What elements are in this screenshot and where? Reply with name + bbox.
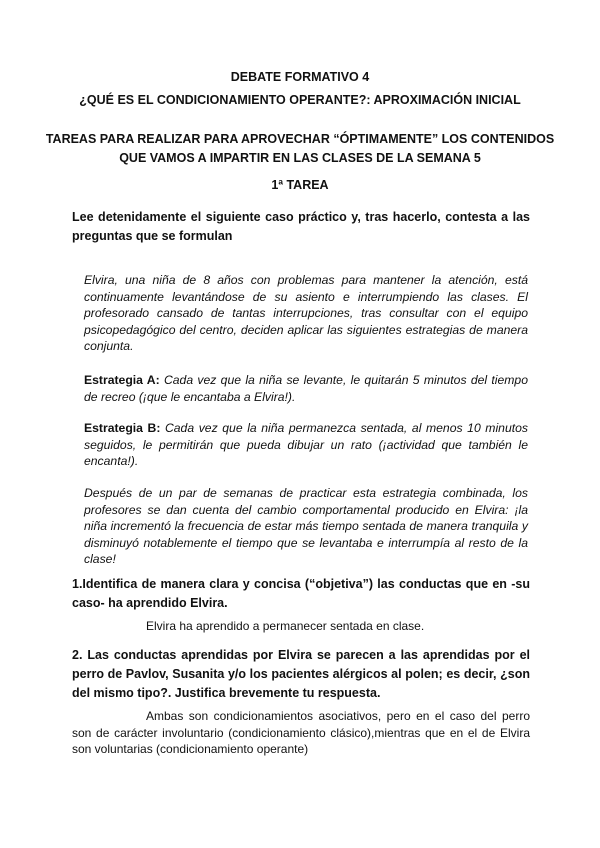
case-paragraph-4: Después de un par de semanas de practicar esta estrategia combinada, los profesores se dan cuenta del cambio comportamental producido en Elvira: ¡la niña incrementó la frecuencia de estar más tiempo sentada de manera tranquila y disminuyó notablemente el tiempo que se levantaba e interrumpía al resto de la clase! xyxy=(84,486,528,566)
task-label: 1ª TAREA xyxy=(271,178,329,192)
strategy-b-label: Estrategia B: xyxy=(84,421,161,435)
document-title: DEBATE FORMATIVO 4 xyxy=(230,70,370,84)
strategy-b xyxy=(84,420,528,470)
strategy-b-text: Cada vez que la niña permanezca sentada, al menos 10 minutos seguidos, le permitirán que pueda dibujar un rato (¡actividad que también le encanta!). xyxy=(84,421,528,468)
strategy-a xyxy=(84,372,528,405)
tasks-heading: TAREAS PARA REALIZAR PARA APROVECHAR “ÓPTIMAMENTE” LOS CONTENIDOS QUE VAMOS A IMPARTIR EN LAS CLASES DE LA SEMANA 5 xyxy=(45,132,555,165)
case-paragraph-1: Elvira, una niña de 8 años con problemas para mantener la atención, está continuamente levantándose de su asiento e interrumpiendo las clases. El profesorado cansado de tantas interrupciones, tras consultar con el equipo psicopedagógico del centro, deciden aplicar las siguientes estrategias de manera conjunta. xyxy=(84,273,528,353)
strategy-a-text: Cada vez que la niña se levante, le quitarán 5 minutos del tiempo de recreo (¡que le encantaba a Elvira!). xyxy=(84,373,528,404)
document-subtitle: ¿QUÉ ES EL CONDICIONAMIENTO OPERANTE?: APROXIMACIÓN INICIAL xyxy=(79,93,521,107)
instructions: Lee detenidamente el siguiente caso práctico y, tras hacerlo, contesta a las preguntas que se formulan xyxy=(72,210,530,243)
answer-2: Ambas son condicionamientos asociativos, pero en el caso del perro son de carácter involuntario (condicionamiento clásico),mientras que en el de Elvira son voluntarias (condicionamiento operante) xyxy=(72,709,530,756)
strategy-a-label: Estrategia A: xyxy=(84,373,160,387)
question-2: 2. Las conductas aprendidas por Elvira se parecen a las aprendidas por el perro de Pavlov, Susanita y/o los pacientes alérgicos al polen; es decir, ¿son del mismo tipo?. Justifica brevemente tu respuesta. xyxy=(72,648,530,700)
answer-1: Elvira ha aprendido a permanecer sentada en clase. xyxy=(146,619,425,633)
question-1: 1.Identifica de manera clara y concisa (“objetiva”) las conductas que en -su caso- ha aprendido Elvira. xyxy=(72,577,530,610)
